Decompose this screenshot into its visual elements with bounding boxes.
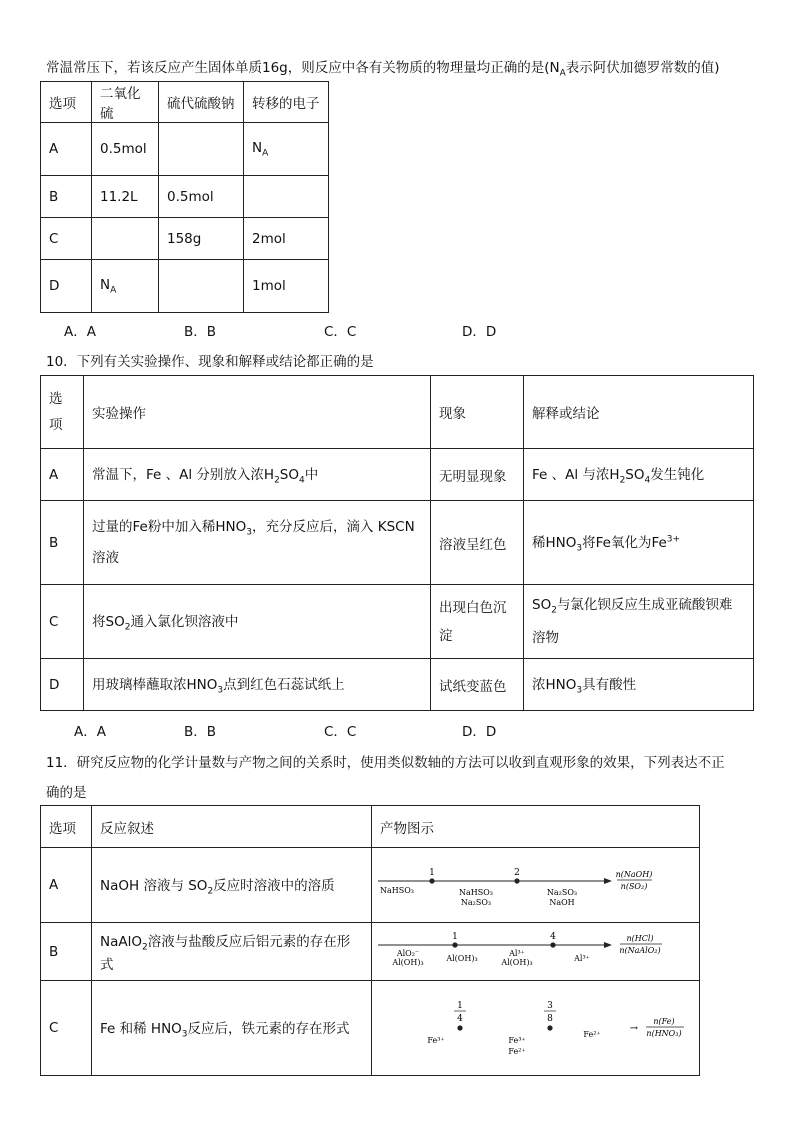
q10-phenomenon: 出现白色沉 淀 <box>431 585 524 659</box>
tick-label: 4 <box>457 1014 463 1024</box>
q10-header-operation: 实验操作 <box>84 376 431 449</box>
q11-option-label: A <box>41 848 92 923</box>
q9-cell: 158g <box>159 218 244 260</box>
q10-phenomenon: 试纸变蓝色 <box>431 659 524 711</box>
q9-table <box>40 81 329 313</box>
q11-description: Fe 和稀 $HNO_3$反应后，铁元素的存在形式 <box>92 981 372 1076</box>
q11-header-option: 选项 <box>41 806 92 848</box>
species-label: Al³⁺ <box>509 949 525 958</box>
q9-option-label: B <box>41 176 92 218</box>
q10-option-label: C <box>41 585 84 659</box>
q11-diagram-a <box>372 848 700 923</box>
number-line-a <box>372 848 698 918</box>
ratio-denominator: n(SO₂) <box>620 882 648 891</box>
tick-label: 1 <box>429 868 435 878</box>
table-row <box>41 923 700 981</box>
axis-arrow <box>604 878 612 884</box>
tick-label: 4 <box>550 932 556 942</box>
table-row <box>41 501 754 585</box>
species-label: Fe³⁺ <box>508 1036 526 1045</box>
q9-option-label: D <box>41 260 92 313</box>
tick-label: 1 <box>457 1001 463 1011</box>
q11-header-description: 反应叙述 <box>92 806 372 848</box>
table-row <box>41 260 329 313</box>
species-label: NaHSO₃ <box>380 886 414 895</box>
q9-option-label: C <box>41 218 92 260</box>
species-label: Al(OH)₃ <box>392 958 424 967</box>
choice-c[interactable]: C．C <box>324 324 357 340</box>
q10-header-phenomenon: 现象 <box>431 376 524 449</box>
q9-cell <box>92 218 159 260</box>
q10-header-option: 选 项 <box>41 376 84 449</box>
table-row <box>41 123 329 176</box>
species-label: Al(OH)₃ <box>446 954 478 963</box>
q9-header-electrons: 转移的电子 <box>244 82 329 123</box>
q9-cell <box>244 176 329 218</box>
q11-stem-line2: 确的是 <box>46 785 87 801</box>
ratio-denominator: n(NaAlO₂) <box>619 946 661 955</box>
ratio-numerator: n(Fe) <box>653 1017 675 1026</box>
q9-option-label: A <box>41 123 92 176</box>
species-label: Fe²⁺ <box>508 1047 526 1056</box>
choice-a[interactable]: A．A <box>74 724 106 740</box>
q10-conclusion: 稀$HNO_3$将Fe氧化为$Fe^{3+}$ <box>524 501 754 585</box>
table-row <box>41 585 754 659</box>
q9-cell: $N_A$ <box>244 123 329 176</box>
axis-point <box>547 1025 552 1030</box>
tick-label: 1 <box>452 932 458 942</box>
q10-option-label: B <box>41 501 84 585</box>
species-label: Fe³⁺ <box>427 1036 445 1045</box>
q10-operation: 常温下，Fe 、Al 分别放入浓$H_2SO_4$中 <box>84 449 431 501</box>
q11-description: NaOH 溶液与 $SO_2$反应时溶液中的溶质 <box>92 848 372 923</box>
choice-c[interactable]: C．C <box>324 724 357 740</box>
q11-option-label: B <box>41 923 92 981</box>
table-row <box>41 449 754 501</box>
q10-conclusion: $SO_2$与氯化钡反应生成亚硫酸钡难 溶物 <box>524 585 754 659</box>
q9-stem: 常温常压下，若该反应产生固体单质16g，则反应中各有关物质的物理量均正确的是($N_A$表示阿伏加德罗常数的值) <box>46 60 720 79</box>
tick-label: 3 <box>547 1001 553 1011</box>
tick-label: 8 <box>547 1014 553 1024</box>
q9-cell: 2mol <box>244 218 329 260</box>
q10-option-label: A <box>41 449 84 501</box>
arrow-head-icon: → <box>629 1023 639 1034</box>
q10-option-label: D <box>41 659 84 711</box>
q10-stem: 10．下列有关实验操作、现象和解释或结论都正确的是 <box>46 354 374 370</box>
q9-cell: 0.5mol <box>159 176 244 218</box>
axis-point <box>429 878 434 883</box>
q11-stem-line1: 11．研究反应物的化学计量数与产物之间的关系时，使用类似数轴的方法可以收到直观形象的效果，下列表达不正 <box>46 755 725 771</box>
species-label: NaHSO₃ <box>459 888 493 897</box>
species-label: AlO₂⁻ <box>396 949 420 958</box>
q10-operation: 过量的Fe粉中加入稀$HNO_3$，充分反应后，滴入 KSCN 溶液 <box>84 501 431 585</box>
choice-b[interactable]: B．B <box>184 324 217 340</box>
species-label: NaOH <box>549 898 575 907</box>
table-row <box>41 981 700 1076</box>
q9-cell: $N_A$ <box>92 260 159 313</box>
q11-diagram-b <box>372 923 700 981</box>
number-line-c <box>372 981 698 1071</box>
choice-a[interactable]: A．A <box>64 324 96 340</box>
q9-header-na2s2o3: 硫代硫酸钠 <box>159 82 244 123</box>
q11-diagram-c <box>372 981 700 1076</box>
table-row <box>41 659 754 711</box>
q9-cell: 11.2L <box>92 176 159 218</box>
species-label: Na₂SO₃ <box>546 888 578 897</box>
axis-point <box>452 942 457 947</box>
ratio-numerator: n(HCl) <box>626 934 654 943</box>
axis-point <box>550 942 555 947</box>
q9-header-option: 选项 <box>41 82 92 123</box>
table-row <box>41 218 329 260</box>
tick-label: 2 <box>514 868 520 878</box>
q9-header-so2: 二氧化硫 <box>92 82 159 123</box>
choice-d[interactable]: D．D <box>462 324 497 340</box>
q10-header-conclusion: 解释或结论 <box>524 376 754 449</box>
table-row <box>41 848 700 923</box>
q11-option-label: C <box>41 981 92 1076</box>
axis-point <box>457 1025 462 1030</box>
q11-description: NaAlO$_2$溶液与盐酸反应后铝元素的存在形式 <box>92 923 372 981</box>
q9-cell <box>159 123 244 176</box>
choice-d[interactable]: D．D <box>462 724 497 740</box>
q11-table <box>40 805 700 1076</box>
q10-conclusion: Fe 、Al 与浓$H_2SO_4$发生钝化 <box>524 449 754 501</box>
q10-conclusion: 浓$HNO_3$具有酸性 <box>524 659 754 711</box>
q10-phenomenon: 无明显现象 <box>431 449 524 501</box>
species-label: Al³⁺ <box>574 954 590 963</box>
species-label: Na₂SO₃ <box>460 898 492 907</box>
q10-phenomenon: 溶液呈红色 <box>431 501 524 585</box>
q10-operation: 用玻璃棒蘸取浓$HNO_3$点到红色石蕊试纸上 <box>84 659 431 711</box>
species-label: Fe²⁺ <box>583 1030 601 1039</box>
species-label: Al(OH)₃ <box>501 958 533 967</box>
q9-cell: 0.5mol <box>92 123 159 176</box>
table-row <box>41 176 329 218</box>
q11-header-diagram: 产物图示 <box>372 806 700 848</box>
q10-operation: 将$SO_2$通入氯化钡溶液中 <box>84 585 431 659</box>
axis-point <box>514 878 519 883</box>
number-line-b <box>372 923 698 976</box>
ratio-denominator: n(HNO₃) <box>646 1029 682 1038</box>
ratio-numerator: n(NaOH) <box>615 870 653 879</box>
q10-table <box>40 375 754 711</box>
axis-arrow <box>604 942 612 948</box>
choice-b[interactable]: B．B <box>184 724 217 740</box>
q9-cell: 1mol <box>244 260 329 313</box>
q9-cell <box>159 260 244 313</box>
